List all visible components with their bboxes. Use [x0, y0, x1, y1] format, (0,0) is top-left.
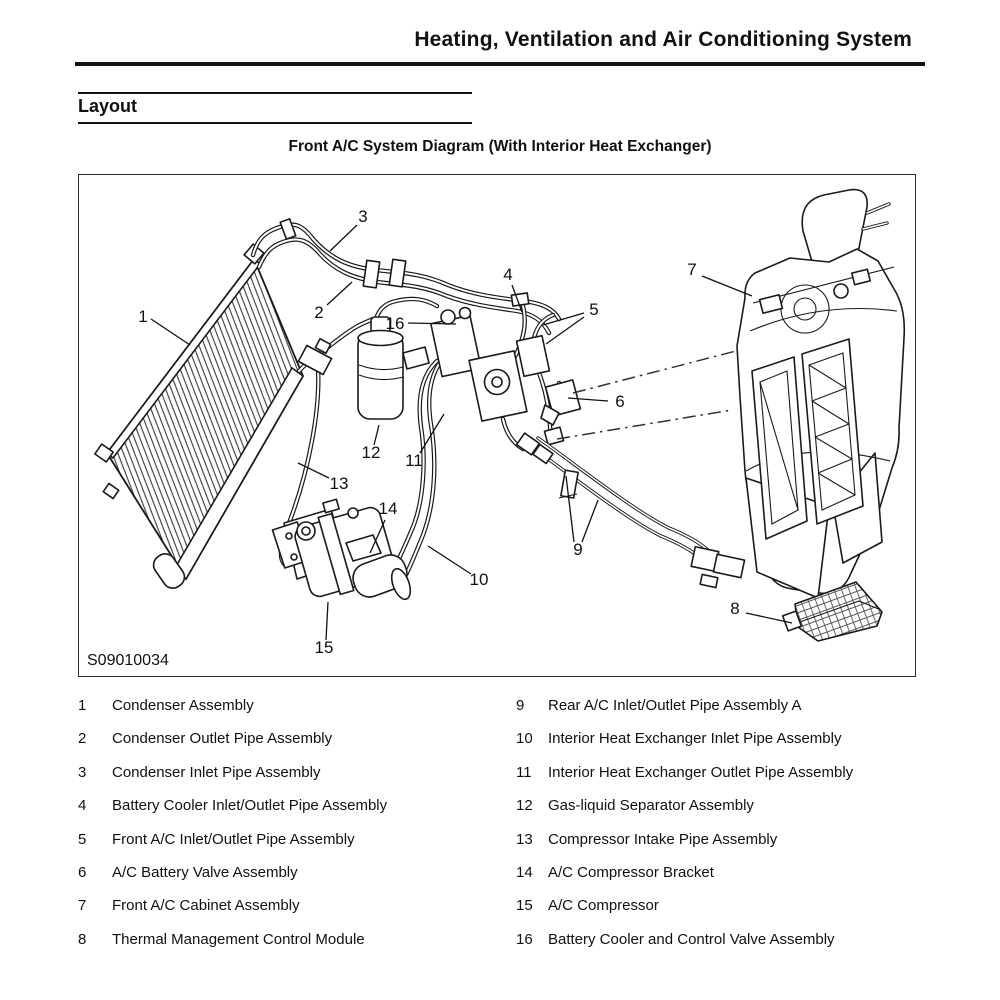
legend-item: [516, 898, 936, 931]
legend-item: [78, 865, 498, 898]
legend-item: [516, 932, 936, 965]
legend-item-label: Battery Cooler Inlet/Outlet Pipe Assembly: [112, 797, 388, 815]
diagram-title: Front A/C System Diagram (With Interior Heat Exchanger): [288, 138, 712, 155]
legend-item: [78, 832, 498, 865]
legend-item-label: A/C Compressor Bracket: [548, 863, 714, 881]
header-rule: [75, 62, 925, 66]
legend-item: [516, 865, 936, 898]
legend-item-label: Condenser Outlet Pipe Assembly: [112, 730, 333, 748]
callout-6: 6: [615, 392, 625, 411]
callout-11: 11: [405, 451, 423, 470]
condenser-illustration: [95, 244, 303, 592]
legend-item-number: 12: [516, 797, 533, 815]
legend-item: [516, 832, 936, 865]
legend-item-number: 14: [516, 863, 533, 881]
callout-2: 2: [314, 303, 324, 322]
control-module-illustration: [783, 582, 882, 641]
dash-dot-line-upper: [573, 351, 736, 393]
legend-item: [516, 798, 936, 831]
legend-item: [516, 765, 936, 798]
legend-item: [78, 765, 498, 798]
condenser-pipes-illustration: [253, 219, 559, 333]
legend-item-number: 4: [78, 797, 87, 815]
legend-item-number: 2: [78, 730, 87, 748]
legend-item-number: 13: [516, 830, 533, 848]
legend-item-label: Thermal Management Control Module: [112, 930, 365, 948]
cabinet-illustration: [737, 190, 904, 598]
legend-item-number: 10: [516, 730, 533, 748]
legend-item-label: Rear A/C Inlet/Outlet Pipe Assembly A: [548, 697, 802, 714]
legend-item: [78, 698, 498, 731]
callout-4: 4: [503, 265, 513, 284]
legend-item-label: Front A/C Cabinet Assembly: [112, 897, 300, 915]
callout-7: 7: [687, 260, 697, 279]
legend-right-column: [516, 690, 936, 965]
legend-item-label: Battery Cooler and Control Valve Assembly: [548, 930, 835, 948]
battery-valve-illustration: [541, 380, 580, 445]
legend-item-label: Gas-liquid Separator Assembly: [548, 797, 754, 815]
legend-item-number: 11: [516, 763, 532, 781]
callout-13: 13: [329, 474, 349, 493]
callout-8: 8: [730, 599, 740, 618]
callout-5: 5: [589, 300, 599, 319]
callout-15: 15: [314, 638, 334, 657]
callout-14: 14: [378, 499, 398, 518]
section-rule-bottom: [78, 122, 472, 124]
callout-16: 16: [385, 314, 405, 333]
section-heading: Layout: [78, 96, 138, 116]
callout-3: 3: [358, 207, 368, 226]
legend-item-number: 5: [78, 830, 87, 848]
legend-item-number: 6: [78, 863, 87, 881]
legend-item: [78, 898, 498, 931]
legend-item: [516, 698, 936, 731]
legend-item: [78, 798, 498, 831]
legend-item-label: Front A/C Inlet/Outlet Pipe Assembly: [112, 830, 355, 848]
diagram-svg: [79, 175, 915, 676]
legend-left-column: [78, 690, 498, 965]
legend-item-label: Interior Heat Exchanger Outlet Pipe Assembly: [548, 763, 854, 781]
legend-item-number: 7: [78, 897, 87, 915]
page-title: Heating, Ventilation and Air Conditioning System: [414, 28, 912, 51]
callout-10: 10: [469, 570, 489, 589]
legend-item: [78, 731, 498, 764]
legend-item-number: 15: [516, 897, 533, 915]
legend-item-label: Compressor Intake Pipe Assembly: [548, 830, 778, 848]
legend-item: [516, 731, 936, 764]
callout-9: 9: [573, 540, 583, 559]
callout-1: 1: [138, 307, 148, 326]
legend-item-number: 8: [78, 930, 87, 948]
legend-item: [78, 932, 498, 965]
legend-item-label: Interior Heat Exchanger Inlet Pipe Assembly: [548, 730, 842, 748]
legend-item-number: 9: [516, 697, 525, 714]
dash-dot-line-lower: [557, 410, 732, 439]
valve-cluster-illustration: [431, 308, 553, 450]
legend-item-label: A/C Battery Valve Assembly: [112, 863, 298, 881]
legend-item-label: Condenser Assembly: [112, 697, 254, 714]
legend-item-label: A/C Compressor: [548, 897, 659, 915]
section-rule-top: [78, 92, 472, 94]
legend-item-label: Condenser Inlet Pipe Assembly: [112, 763, 321, 781]
rear-pipes-illustration: [517, 433, 745, 587]
legend-item-number: 1: [78, 697, 87, 714]
legend-item-number: 3: [78, 763, 87, 781]
figure-code: S09010034: [87, 652, 169, 669]
callout-12: 12: [361, 443, 381, 462]
diagram-box: [78, 174, 916, 677]
legend-item-number: 16: [516, 930, 533, 948]
